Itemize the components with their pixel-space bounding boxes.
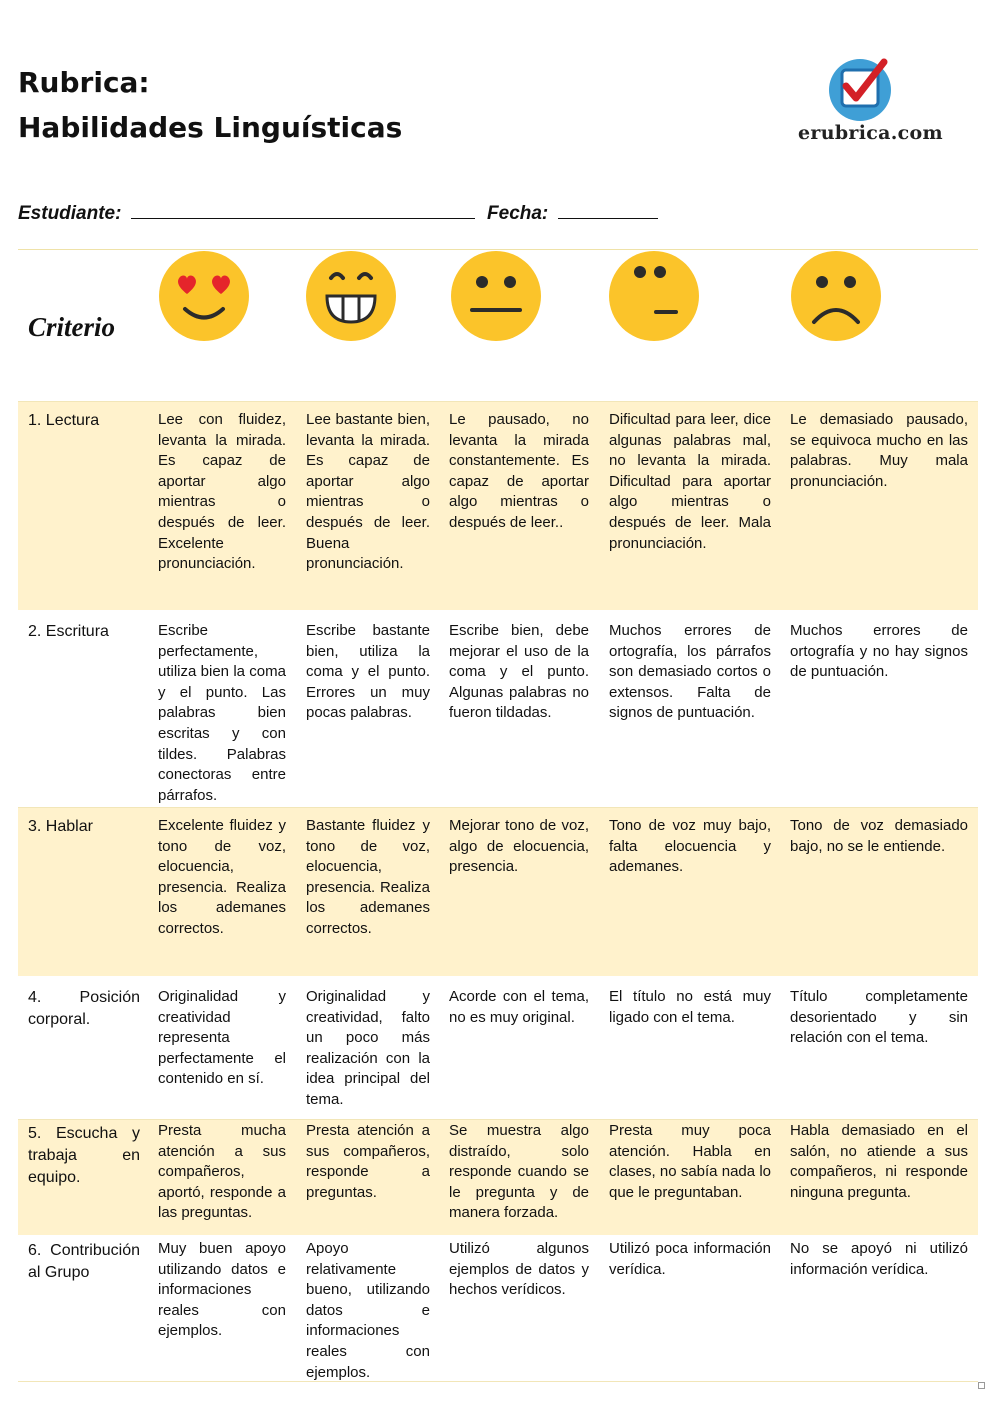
level-fair: Se muestra algo distraído, solo responde cuando se le pregunta y de manera forzada. bbox=[449, 1122, 589, 1222]
level-poor: Utilizó poca información verídica. bbox=[609, 1240, 771, 1278]
level-fair: Escribe bien, debe mejorar el uso de la coma y el punto. Algunas palabras no fueron tildadas. bbox=[449, 622, 589, 722]
criterio-header: Criterio bbox=[28, 312, 116, 342]
rubric-row-lectura bbox=[18, 402, 978, 610]
unsure-face-icon bbox=[608, 250, 700, 342]
level-excellent: Presta mucha atención a sus compañeros, aportó, responde a las preguntas. bbox=[158, 1122, 286, 1222]
level-good: Apoyo relativamente bueno, utilizando datos e informaciones reales con ejemplos. bbox=[306, 1240, 430, 1381]
level-fair: Le pausado, no levanta la mirada constantemente. Es capaz de aportar algo mientras o después de leer.. bbox=[449, 411, 589, 531]
level-excellent: Excelente fluidez y tono de voz, elocuencia, presencia. Realiza los ademanes correctos. bbox=[158, 817, 286, 937]
level-poor: Tono de voz muy bajo, falta elocuencia y ademanes. bbox=[609, 817, 771, 876]
level-bad: Tono de voz demasiado bajo, no se le entiende. bbox=[790, 817, 968, 855]
level-bad: Habla demasiado en el salón, no atiende a sus compañeros, ni responde ninguna pregunta. bbox=[790, 1122, 968, 1201]
page-corner-marker bbox=[978, 1382, 985, 1389]
title-line-1: Rubrica: bbox=[18, 66, 150, 99]
level-excellent: Originalidad y creatividad representa perfectamente el contenido en sí. bbox=[158, 988, 286, 1088]
checkbox-logo-icon bbox=[798, 56, 928, 122]
grinning-face-icon bbox=[305, 250, 397, 342]
logo-text: erubrica.com bbox=[798, 122, 943, 144]
level-poor: El título no está muy ligado con el tema. bbox=[609, 988, 771, 1026]
criterion-label: 6. Contribución al Grupo bbox=[28, 1242, 140, 1281]
erubrica-logo bbox=[798, 56, 943, 151]
level-bad: Título completamente desorientado y sin relación con el tema. bbox=[790, 988, 968, 1047]
criterion-label: 1. Lectura bbox=[28, 412, 100, 429]
rubric-row-escucha bbox=[18, 1120, 978, 1235]
criterion-label: 5. Escucha y trabaja en equipo. bbox=[28, 1125, 140, 1186]
level-good: Originalidad y creatividad, falto un poco más realización con la idea principal del tema. bbox=[306, 988, 430, 1108]
criterion-label: 4. Posición corporal. bbox=[28, 989, 140, 1028]
level-excellent: Muy buen apoyo utilizando datos e informaciones reales con ejemplos. bbox=[158, 1240, 286, 1340]
heart-eyes-face-icon bbox=[158, 250, 250, 342]
title-line-2: Habilidades Linguísticas bbox=[18, 111, 403, 144]
rubric-row-escritura bbox=[18, 613, 978, 807]
student-date-line bbox=[18, 201, 658, 225]
level-good: Escribe bastante bien, utiliza la coma y el punto. Errores un muy pocas palabras. bbox=[306, 622, 430, 722]
rubric-row-posicion-corporal bbox=[18, 979, 978, 1117]
rubric-row-contribucion bbox=[18, 1238, 978, 1380]
level-poor: Muchos errores de ortografía, los párrafos son demasiado cortos o extensos. Falta de signos de puntuación. bbox=[609, 622, 771, 722]
level-good: Bastante fluidez y tono de voz, elocuencia, presencia. Realiza los ademanes correctos. bbox=[306, 817, 430, 937]
table-bottom-border bbox=[18, 1381, 978, 1382]
student-name-blank[interactable] bbox=[131, 201, 475, 219]
sad-face-icon bbox=[790, 250, 882, 342]
level-excellent: Escribe perfectamente, utiliza bien la coma y el punto. Las palabras bien escritas y con tildes. Palabras conectoras entre párrafos. bbox=[158, 622, 286, 804]
level-fair: Utilizó algunos ejemplos de datos y hechos verídicos. bbox=[449, 1240, 589, 1299]
level-excellent: Lee con fluidez, levanta la mirada. Es capaz de aportar algo mientras o después de leer. Excelente pronunciación. bbox=[158, 411, 286, 573]
level-bad: Muchos errores de ortografía y no hay signos de puntuación. bbox=[790, 622, 968, 681]
level-bad: No se apoyó ni utilizó información verídica. bbox=[790, 1240, 968, 1278]
rubric-row-hablar bbox=[18, 808, 978, 976]
level-bad: Le demasiado pausado, se equivoca mucho en las palabras. Muy mala pronunciación. bbox=[790, 411, 968, 490]
criterion-label: 3. Hablar bbox=[28, 818, 93, 835]
criterion-label: 2. Escritura bbox=[28, 623, 109, 640]
level-fair: Mejorar tono de voz, algo de elocuencia, presencia. bbox=[449, 817, 589, 876]
level-poor: Dificultad para leer, dice algunas palabras mal, no levanta la mirada. Dificultad para aportar algo mientras o después de leer. Mala pronunciación. bbox=[609, 411, 771, 552]
level-fair: Acorde con el tema, no es muy original. bbox=[449, 988, 589, 1026]
level-poor: Presta muy poca atención. Habla en clases, no sabía nada lo que le preguntaban. bbox=[609, 1122, 771, 1201]
date-blank[interactable] bbox=[558, 201, 658, 219]
student-label: Estudiante: bbox=[18, 203, 122, 224]
level-good: Lee bastante bien, levanta la mirada. Es capaz de aportar algo mientras o después de leer. Buena pronunciación. bbox=[306, 411, 430, 573]
document-title bbox=[18, 60, 402, 150]
neutral-face-icon bbox=[450, 250, 542, 342]
date-label: Fecha: bbox=[487, 203, 549, 224]
level-good: Presta atención a sus compañeros, responde a preguntas. bbox=[306, 1122, 430, 1201]
